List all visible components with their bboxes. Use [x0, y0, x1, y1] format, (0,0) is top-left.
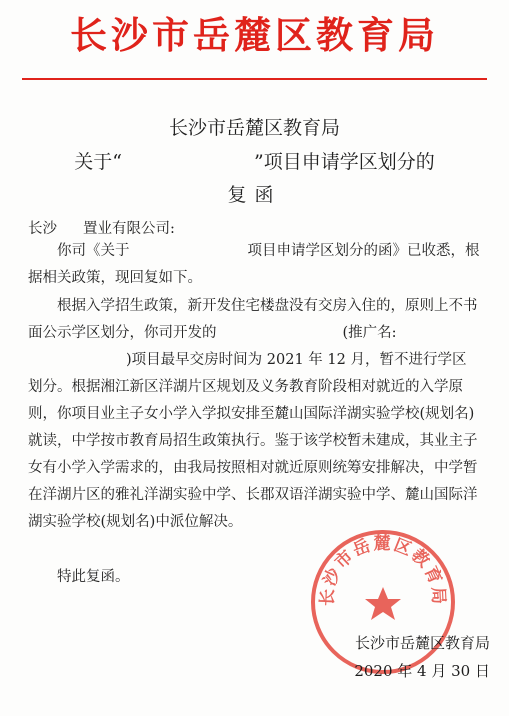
paragraph-1-part-a: 你司《关于 — [57, 243, 130, 259]
paragraph-2 — [28, 293, 480, 536]
seal-star — [365, 587, 401, 620]
doc-title-line-1: 长沙市岳麓区教育局 — [168, 117, 340, 139]
addressee-suffix: 置业有限公司: — [83, 221, 175, 237]
seal-text: 长沙市岳麓区教育局 — [317, 534, 449, 607]
title-prefix: 关于“ — [74, 151, 122, 173]
signature-date: 2020 年 4 月 30 日 — [354, 662, 490, 680]
doc-title-line-2 — [0, 150, 509, 174]
paragraph-2-part-b: (推广名: — [342, 325, 397, 341]
signature-organization: 长沙市岳麓区教育局 — [354, 634, 490, 652]
addressee-prefix: 长沙 — [28, 221, 57, 237]
letterhead-title: 长沙市岳麓区教育局 — [70, 14, 439, 57]
title-suffix: ”项目申请学区划分的 — [254, 151, 435, 173]
official-seal — [308, 527, 458, 677]
paragraph-2-part-a: 根据入学招生政策，新开发住宅楼盘没有交房入住的，原则上不书面公示学区划分，你司开发的 — [28, 298, 478, 341]
paragraph-1 — [28, 238, 480, 292]
paragraph-2-part-c: )项目最早交房时间为 2021 年 12 月，暂不进行学区划分。根据湘江新区洋湖片区规划及义务教育阶段相对就近的入学原则，你项目业主子女小学入学拟安排至麓山国际洋湖实验学校(规划名)就读，中学按市教育局招生政策执行。鉴于该学校暂未建成，其业主子女有小学入学需求的，由我局按照相对就近原则统筹安排解决，中学暂在洋湖片区的雅礼洋湖实验中学、长郡双语洋湖实验中学、麓山国际洋湖实验学校(规划名)中派位解决。 — [28, 352, 478, 530]
doc-title-line-3: 复函 — [227, 184, 282, 206]
paragraph-1-part-b: 项目申请学区划分的函》已收悉，根据相关政策，现回复如下。 — [28, 243, 480, 286]
paragraph-closing: 特此复函。 — [57, 569, 130, 585]
letterhead-red-rule — [22, 78, 487, 80]
